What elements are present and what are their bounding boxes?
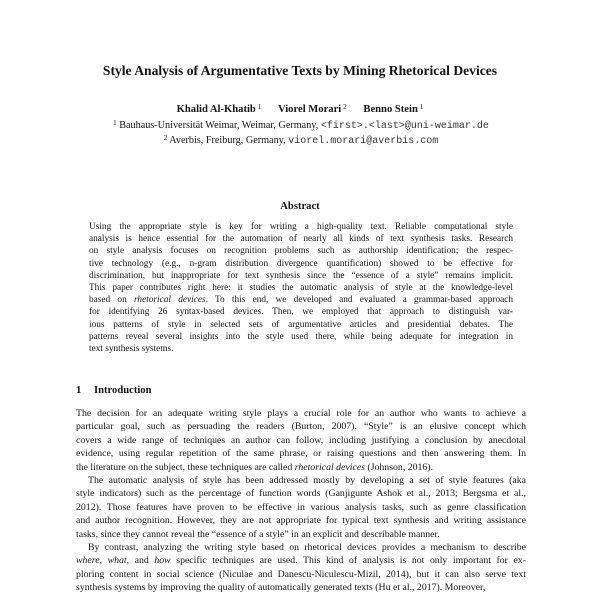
abstract-line: Using the appropriate style is key for writing a high-quality text. Reliable computational style — [89, 222, 513, 232]
body-line: covers a wide range of techniques an author can follow, including justifying a conclusion by anecdotal — [76, 434, 526, 446]
body-line: evidence, using regular repetition of the same phrase, or raising questions and then answering them. In — [76, 448, 526, 460]
body-line: style indicators) such as the percentage of function words (Ganjigunte Ashok et al., 2013; Bergsma et al., — [76, 488, 526, 500]
section-heading — [76, 384, 152, 397]
abstract-line: tive technology (e.g., n-gram distribution divergence quantification) showed to be effective for — [89, 258, 513, 269]
body-line: The automatic analysis of style has been addressed mostly by developing a set of style features (aka — [88, 475, 526, 487]
author: Viorel Morari $^2$ — [277, 103, 347, 115]
body-line: and author recognition. However, they are not appropriate for typical text synthesis and writing assistance — [76, 515, 526, 527]
abstract-body — [89, 221, 513, 355]
abstract-line: This paper contributes right here: it studies the automatic analysis of style at the knowledge-level — [89, 283, 513, 294]
body-line: particular goal, such as persuading the readers (Burton, 2007). “Style” is an elusive concept which — [76, 421, 526, 433]
body-line: ploring content in social science (Niculae and Danescu-Niculescu-Mizil, 2014), but it can also serve text — [76, 568, 526, 580]
author: Khalid Al-Khatib $^1$ — [176, 103, 262, 115]
section-title: Introduction — [94, 385, 152, 396]
abstract-line: based on rhetorical devices. To this end, we developed and evaluated a grammar-based approach — [89, 295, 513, 306]
body-line: By contrast, analyzing the writing style based on rhetorical devices provides a mechanism to describe — [88, 542, 526, 554]
author-list — [0, 101, 600, 116]
email: <first>.<last>@uni-weimar.de — [320, 121, 489, 132]
email: viorel.morari@averbis.com — [288, 136, 439, 147]
section-body — [76, 407, 526, 595]
body-line: tasks, since they cannot reveal the “essence of a style” in an explicit and describable manner. — [76, 528, 440, 540]
abstract-heading: Abstract — [280, 201, 320, 212]
abstract-line: patterns reveal several insights into the style used there, while being adequate for integration in — [89, 331, 513, 342]
body-line: 2012). Those features have proven to be effective in various analysis tasks, such as genre classification — [76, 501, 526, 513]
affiliation-2: $^2$ Averbis, Freiburg, Germany, viorel.morari@averbis.com — [163, 134, 439, 147]
body-line: where, what, and how specific techniques are used. This kind of analysis is not only important for ex- — [76, 555, 526, 567]
abstract-line: ious patterns of style in selected sets of argumentative articles and presidential debates. The — [89, 319, 513, 330]
abstract-line: analysis is hence essential for the automation of nearly all kinds of text synthesis tasks. Research — [89, 234, 513, 245]
abstract-line: text synthesis systems. — [89, 344, 174, 355]
author: Benno Stein $^1$ — [363, 103, 424, 115]
body-line: synthesis systems by improving the quality of automatically generated texts (Hu et al., 2017). Moreover, — [76, 582, 486, 594]
abstract-line: for identifying 26 syntax-based devices. Then, we employed that approach to distinguish var- — [89, 307, 513, 318]
section-number: 1 — [76, 385, 82, 396]
abstract-line: on style analysis focuses on recognition problems such as authorship identification; the respec- — [89, 246, 513, 257]
paper-title: Style Analysis of Argumentative Texts by Mining Rhetorical Devices — [102, 63, 498, 78]
body-line: The decision for an adequate writing style plays a crucial role for an author who wants to achieve a — [76, 408, 526, 419]
affiliation-1: $^1$ Bauhaus-Universität Weimar, Weimar, Germany, <first>.<last>@uni-weimar.de — [113, 119, 489, 132]
abstract-line: discrimination, but inappropriate for text synthesis since the “essence of a style” remains implicit. — [89, 270, 513, 281]
body-line: the literature on the subject, these techniques are called rhetorical devices (Johnson, 2016). — [76, 461, 434, 473]
